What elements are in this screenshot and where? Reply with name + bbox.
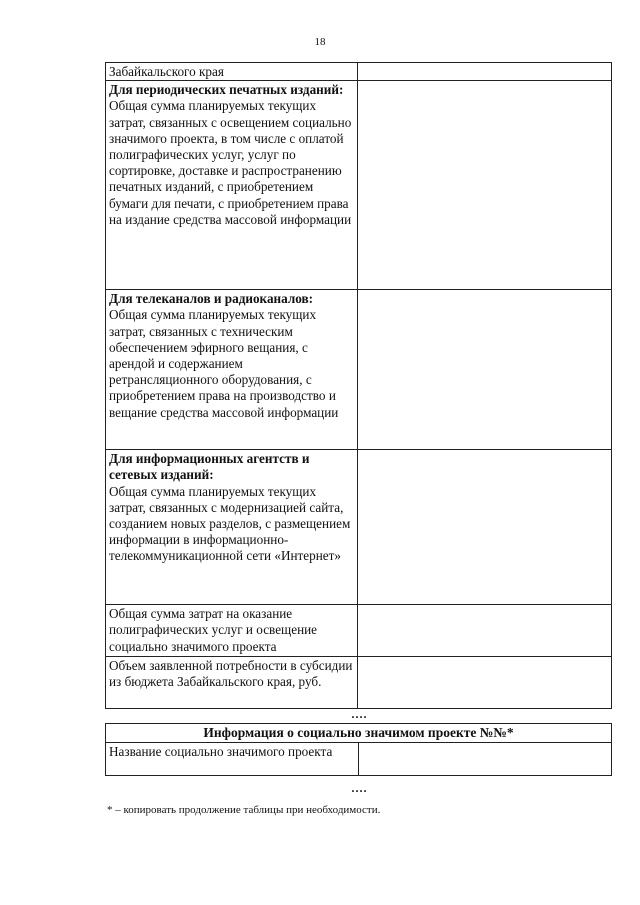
row-text: Забайкальского края <box>109 64 224 79</box>
project-info-header: Информация о социально значимом проекте №№* <box>106 724 612 743</box>
table-row <box>106 290 612 450</box>
footnote: * – копировать продолжение таблицы при необходимости. <box>107 804 381 816</box>
row-text: Общая сумма планируемых текущих затрат, связанных с техническим обеспечением эфирного вещания, с арендой и содержанием ретрансляционного оборудования, с приобретением права на производство и вещание средства массовой информации <box>109 307 339 420</box>
row-text: Общая сумма планируемых текущих затрат, связанных с модернизацией сайта, созданием новых разделов, с размещением информации в информационно-телекоммуникационной сети «Интернет» <box>109 483 351 564</box>
row-text: Общая сумма затрат на оказание полиграфических услуг и освещение социально значимого проекта <box>109 606 318 654</box>
table-row <box>106 724 612 743</box>
table-row <box>106 81 612 290</box>
table-row <box>106 605 612 657</box>
project-info-table <box>105 723 612 776</box>
row-label <box>106 290 358 450</box>
value-cell[interactable] <box>358 81 612 290</box>
row-label <box>106 657 358 709</box>
value-cell[interactable] <box>358 450 612 605</box>
table-row <box>106 63 612 81</box>
row-text: Общая сумма планируемых текущих затрат, связанных с освещением социально значимого проекта, в том числе с оплатой полиграфических услуг, услуг по сортировке, доставке и распространению печатных изданий, с приобретением бумаги для печати, с приобретением права на издание средства массовой информации <box>109 98 352 227</box>
row-text: Название социально значимого проекта <box>109 744 333 760</box>
row-heading: Для телеканалов и радиоканалов: <box>109 291 314 307</box>
continuation-dots: …. <box>351 781 367 795</box>
value-cell[interactable] <box>358 290 612 450</box>
row-label <box>106 81 358 290</box>
row-label <box>106 605 358 657</box>
table-row <box>106 657 612 709</box>
row-label <box>106 450 358 605</box>
row-text: Объем заявленной потребности в субсидии из бюджета Забайкальского края, руб. <box>109 658 353 690</box>
cost-table <box>105 62 612 709</box>
value-cell[interactable] <box>358 63 612 81</box>
value-cell[interactable] <box>358 657 612 709</box>
row-label <box>106 743 359 776</box>
continuation-dots: …. <box>351 707 367 721</box>
row-label <box>106 63 358 81</box>
row-heading: Для информационных агентств и сетевых изданий: <box>109 451 310 483</box>
value-cell[interactable] <box>358 605 612 657</box>
page-number: 18 <box>314 36 326 48</box>
table-row <box>106 743 612 776</box>
table-row <box>106 450 612 605</box>
row-heading: Для периодических печатных изданий: <box>109 82 344 98</box>
value-cell[interactable] <box>359 743 612 776</box>
